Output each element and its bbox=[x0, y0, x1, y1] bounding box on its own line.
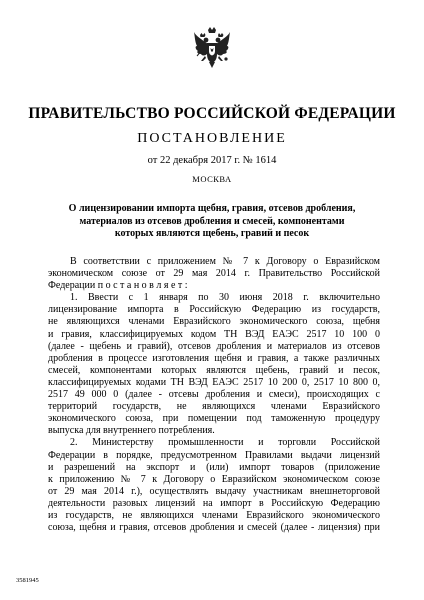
document-type: ПОСТАНОВЛЕНИЕ bbox=[137, 131, 287, 146]
body-line: деятельности разовых лицензий на импорт в Российскую Федерацию bbox=[48, 497, 380, 509]
date-and-number: от 22 декабря 2017 г. № 1614 bbox=[147, 155, 277, 166]
heading-line: которых являются щебень, гравий и песок bbox=[114, 228, 310, 239]
body-line: экономического союза, при помещении под таможенную процедуру bbox=[48, 413, 380, 425]
body-line: выпуска для внутреннего потребления. bbox=[48, 425, 215, 437]
body-line: и разрешений на экспорт и (или) импорт товаров (приложение bbox=[48, 461, 380, 473]
body-line: дробления в процессе изготовления щебня и гравия, а также различных bbox=[48, 352, 380, 364]
body-line: территорий государств, не являющихся членами Евразийского bbox=[48, 401, 380, 413]
city: МОСКВА bbox=[192, 174, 232, 184]
russian-coat-of-arms-icon bbox=[193, 26, 231, 70]
body-line: экономическом союзе от 29 мая 2014 г. Правительство Российской bbox=[48, 268, 380, 280]
heading-line: О лицензировании импорта щебня, гравия, отсевов дробления, bbox=[68, 203, 356, 214]
body-line: союза, щебня и гравия, отсевов дробления и смесей (далее - лицензия) при bbox=[48, 522, 380, 534]
body-line: смесей, компонентами которых являются щебень, гравий и песок, bbox=[48, 364, 380, 376]
body-line: 1. Ввести с 1 января по 30 июня 2018 г. включительно bbox=[70, 292, 380, 304]
body-line: 2517 49 000 0 (далее - отсевы дробления и смеси), происходящих с bbox=[48, 389, 380, 401]
body-line: от 29 мая 2014 г.), осуществлять выдачу участникам внешнеторговой bbox=[48, 485, 380, 497]
document-heading bbox=[40, 203, 384, 241]
body-line: к приложению № 7 к Договору о Евразийском экономическом союзе bbox=[48, 473, 380, 485]
body-line: Федерации п о с т а н о в л я е т : bbox=[48, 280, 188, 292]
body-line: В соответствии с приложением № 7 к Договору о Евразийском bbox=[70, 256, 380, 267]
body-line: лицензирование импорта в Российскую Федерацию из государств, bbox=[48, 304, 380, 316]
body-line: классифицируемых кодами ТН ВЭД ЕАЭС 2517 10 200 0, 2517 10 800 0, bbox=[48, 376, 380, 388]
document-code: 3581945 bbox=[16, 577, 39, 584]
body-line: Федерации в порядке, предусмотренном Правилами выдачи лицензий bbox=[48, 449, 380, 461]
body-line: из государств, не являющихся членами Евразийского экономического bbox=[48, 509, 380, 521]
body-line: и гравия, классифицируемых кодом ТН ВЭД ЕАЭС 2517 10 100 0 bbox=[48, 328, 380, 340]
body-line: 2. Министерству промышленности и торговли Российской bbox=[70, 437, 380, 449]
body-line: не являющихся членами Евразийского экономического союза, щебня bbox=[48, 316, 380, 328]
document-body bbox=[48, 256, 380, 534]
heading-line: материалов из отсевов дробления и смесей, компонентами bbox=[79, 215, 345, 227]
body-line: (далее - щебень и гравий), отсевов дробления и материалов из отсевов bbox=[48, 340, 380, 352]
government-title: ПРАВИТЕЛЬСТВО РОССИЙСКОЙ ФЕДЕРАЦИИ bbox=[28, 105, 396, 122]
